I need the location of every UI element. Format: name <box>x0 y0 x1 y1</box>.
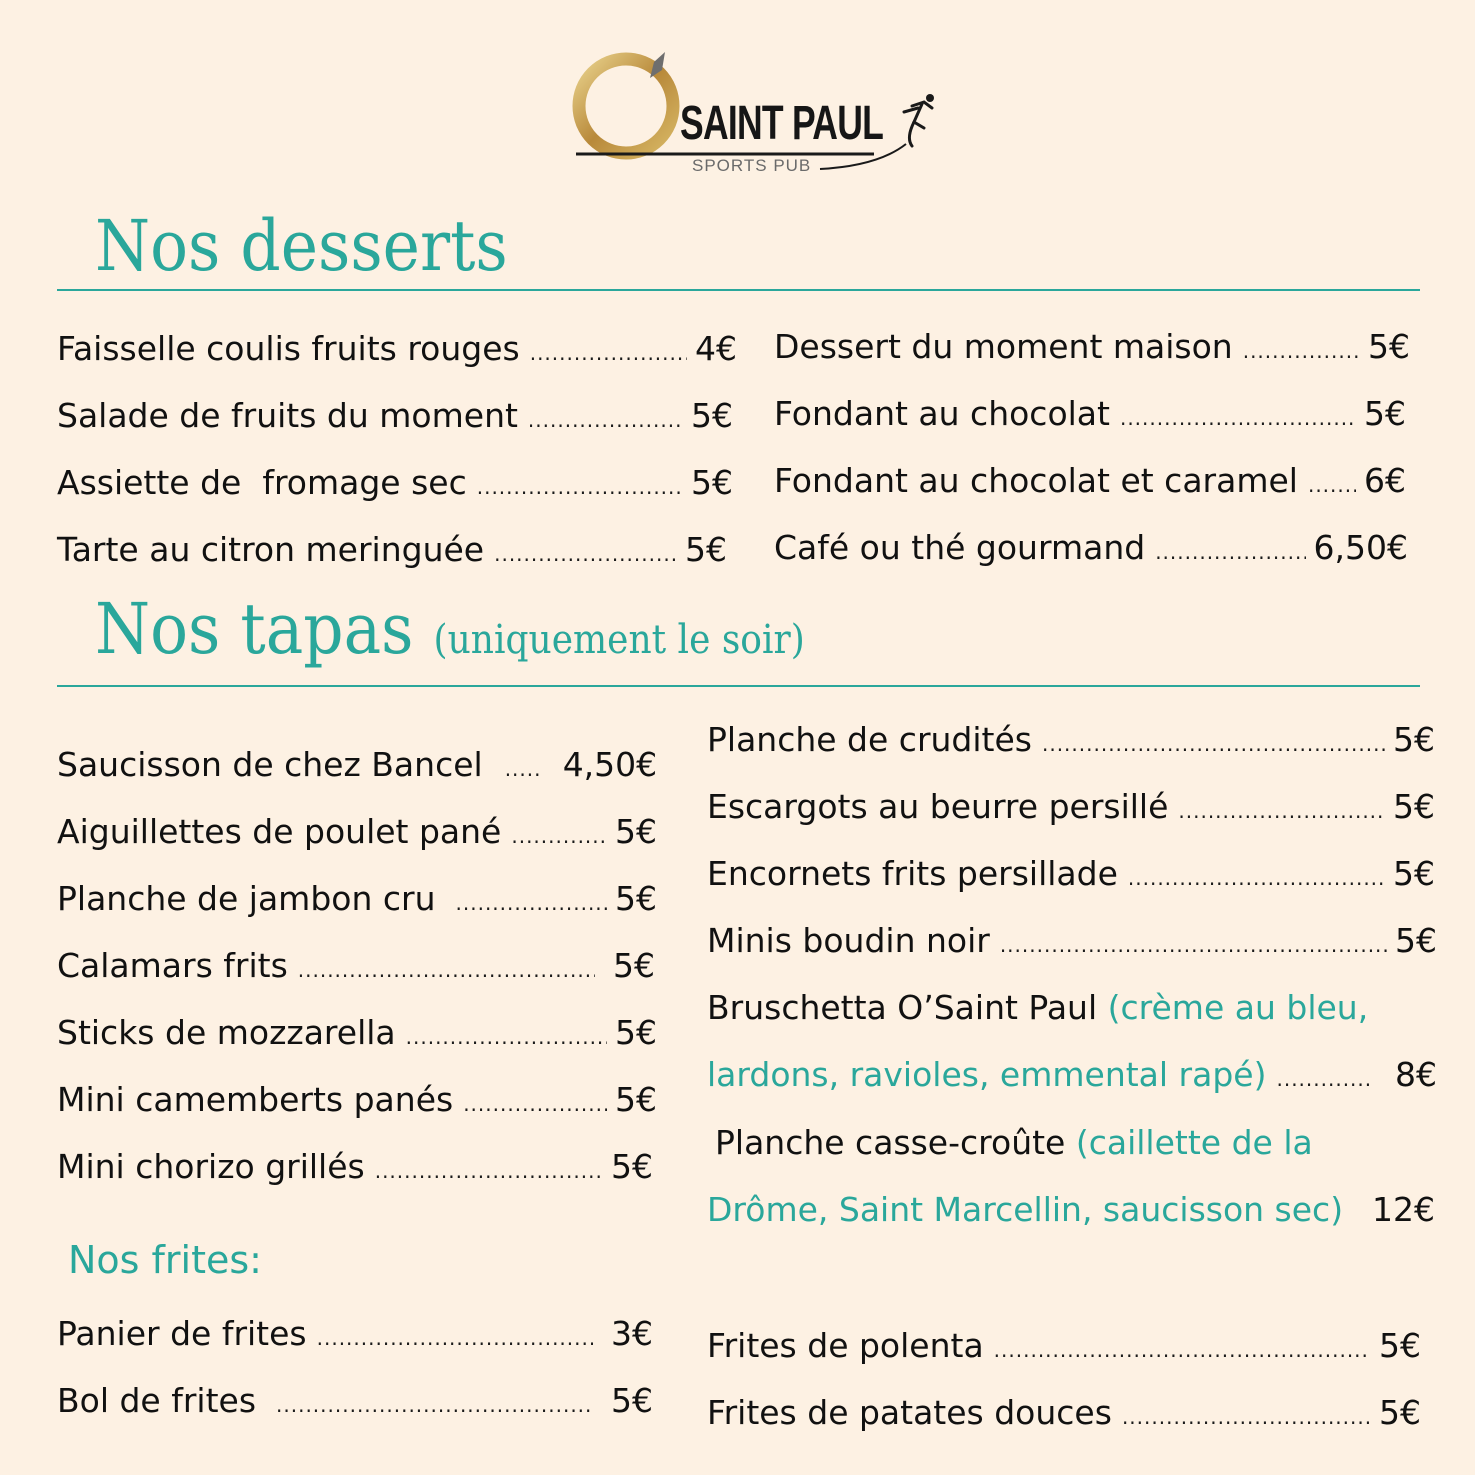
leader-dots <box>1276 1059 1373 1099</box>
menu-item <box>774 528 1408 568</box>
menu-item <box>707 1393 1421 1433</box>
item-name: Panier de frites <box>57 1314 307 1353</box>
leader-dots <box>276 1385 593 1425</box>
leader-dots <box>530 333 687 373</box>
menu-item <box>774 394 1406 434</box>
item-name: Planche de jambon cru <box>57 879 436 918</box>
menu-item <box>57 946 655 986</box>
item-name: Minis boudin noir <box>707 921 990 960</box>
item-price: 12€ <box>1372 1190 1435 1229</box>
item-name: Faisselle coulis fruits rouges <box>57 329 520 368</box>
item-price: 5€ <box>691 396 733 435</box>
desserts-heading: Nos desserts <box>95 205 508 287</box>
leader-dots <box>375 1151 603 1191</box>
leader-dots <box>463 1084 607 1124</box>
item-price: 5€ <box>1395 921 1437 960</box>
frites-heading: Nos frites: <box>68 1238 262 1282</box>
item-name: Bol de frites <box>57 1381 257 1420</box>
menu-item <box>707 854 1435 894</box>
leader-dots <box>505 749 543 789</box>
item-description: (crème au bleu, <box>1107 988 1369 1027</box>
menu-item <box>57 329 737 369</box>
leader-dots <box>1155 532 1305 572</box>
leader-dots <box>298 950 595 990</box>
leader-dots <box>1042 724 1385 764</box>
menu-item <box>57 1080 657 1120</box>
item-price: 5€ <box>1393 854 1435 893</box>
item-name: Mini chorizo grillés <box>57 1147 365 1186</box>
item-name: Tarte au citron meringuée <box>57 530 485 569</box>
item-name: Planche casse-croûte <box>715 1123 1066 1162</box>
item-name: Aiguillettes de poulet pané <box>57 812 502 851</box>
item-name: Frites de patates douces <box>707 1393 1112 1432</box>
item-description: lardons, ravioles, emmental rapé) <box>707 1055 1267 1094</box>
leader-dots <box>1122 1397 1371 1437</box>
item-price: 5€ <box>615 812 657 851</box>
gold-ring-icon <box>579 59 673 153</box>
item-price: 6€ <box>1364 461 1406 500</box>
leader-dots <box>1178 791 1385 831</box>
leader-dots <box>1243 331 1360 371</box>
desserts-divider <box>57 289 1420 291</box>
item-description: Drôme, Saint Marcellin, saucisson sec) <box>707 1190 1344 1229</box>
menu-item <box>707 787 1435 827</box>
item-name: Bruschetta O’Saint Paul <box>707 988 1098 1027</box>
leader-dots <box>477 467 683 507</box>
item-name: Salade de fruits du moment <box>57 396 518 435</box>
item-price: 5€ <box>1379 1393 1421 1432</box>
brand-logo <box>568 48 948 188</box>
item-price: 5€ <box>691 463 733 502</box>
leader-dots <box>511 816 607 856</box>
item-name: Encornets frits persillade <box>707 854 1118 893</box>
item-price: 5€ <box>1379 1326 1421 1365</box>
item-price: 5€ <box>615 1080 657 1119</box>
menu-item <box>707 921 1437 961</box>
menu-item <box>57 812 657 852</box>
menu-item <box>57 745 660 785</box>
item-name: Planche de crudités <box>707 720 1032 759</box>
casse-croute-line2 <box>707 1190 1435 1230</box>
item-price: 5€ <box>615 879 657 918</box>
leader-dots <box>1000 925 1387 965</box>
leader-dots <box>494 534 677 574</box>
item-price: 3€ <box>611 1314 653 1353</box>
item-name: Assiette de fromage sec <box>57 463 467 502</box>
item-name: Sticks de mozzarella <box>57 1013 396 1052</box>
tapas-divider <box>57 685 1420 687</box>
item-name: Fondant au chocolat <box>774 394 1110 433</box>
item-price: 8€ <box>1395 1055 1437 1094</box>
item-price: 5€ <box>615 1013 657 1052</box>
menu-item <box>57 1381 653 1421</box>
item-name: Mini camemberts panés <box>57 1080 454 1119</box>
item-name: Frites de polenta <box>707 1326 984 1365</box>
runner-icon <box>904 94 934 146</box>
menu-item <box>707 1326 1421 1366</box>
item-price: 5€ <box>611 1381 653 1420</box>
tapas-title: Nos tapas <box>95 588 414 670</box>
leader-dots <box>1128 858 1385 898</box>
item-price: 5€ <box>1393 720 1435 759</box>
item-name: Escargots au beurre persillé <box>707 787 1169 826</box>
item-price: 6,50€ <box>1313 528 1408 567</box>
item-price: 5€ <box>685 530 727 569</box>
item-name: Calamars frits <box>57 946 288 985</box>
item-price: 5€ <box>1364 394 1406 433</box>
bruschetta-line1 <box>707 988 1368 1028</box>
leader-dots <box>456 883 607 923</box>
item-name: Café ou thé gourmand <box>774 528 1146 567</box>
bruschetta-line2 <box>707 1055 1437 1095</box>
menu-item <box>774 327 1410 367</box>
leader-dots <box>406 1017 607 1057</box>
menu-item <box>57 1314 653 1354</box>
tapas-heading <box>95 588 805 670</box>
menu-item <box>57 1147 653 1187</box>
leader-dots <box>317 1318 593 1358</box>
item-description: (caillette de la <box>1075 1123 1313 1162</box>
item-name: Fondant au chocolat et caramel <box>774 461 1298 500</box>
menu-item <box>57 463 733 503</box>
leader-dots <box>1120 398 1356 438</box>
item-price: 5€ <box>613 946 655 985</box>
menu-item <box>707 720 1435 760</box>
menu-item <box>57 396 733 436</box>
item-price: 4,50€ <box>562 745 658 784</box>
menu-item <box>774 461 1406 501</box>
tapas-subtitle: (uniquement le soir) <box>433 617 805 663</box>
leader-dots <box>528 400 683 440</box>
leader-dots <box>1308 465 1356 505</box>
item-name: Dessert du moment maison <box>774 327 1233 366</box>
item-price: 5€ <box>611 1147 653 1186</box>
item-price: 4€ <box>695 329 737 368</box>
brand-subtitle: SPORTS PUB <box>692 156 812 175</box>
menu-item <box>57 530 727 570</box>
menu-item <box>57 1013 657 1053</box>
item-price: 5€ <box>1368 327 1410 366</box>
casse-croute-line1 <box>715 1123 1313 1163</box>
leader-dots <box>994 1330 1371 1370</box>
item-price: 5€ <box>1393 787 1435 826</box>
menu-item <box>57 879 657 919</box>
item-name: Saucisson de chez Bancel <box>57 745 483 784</box>
brand-name: SAINT PAUL <box>680 97 884 150</box>
